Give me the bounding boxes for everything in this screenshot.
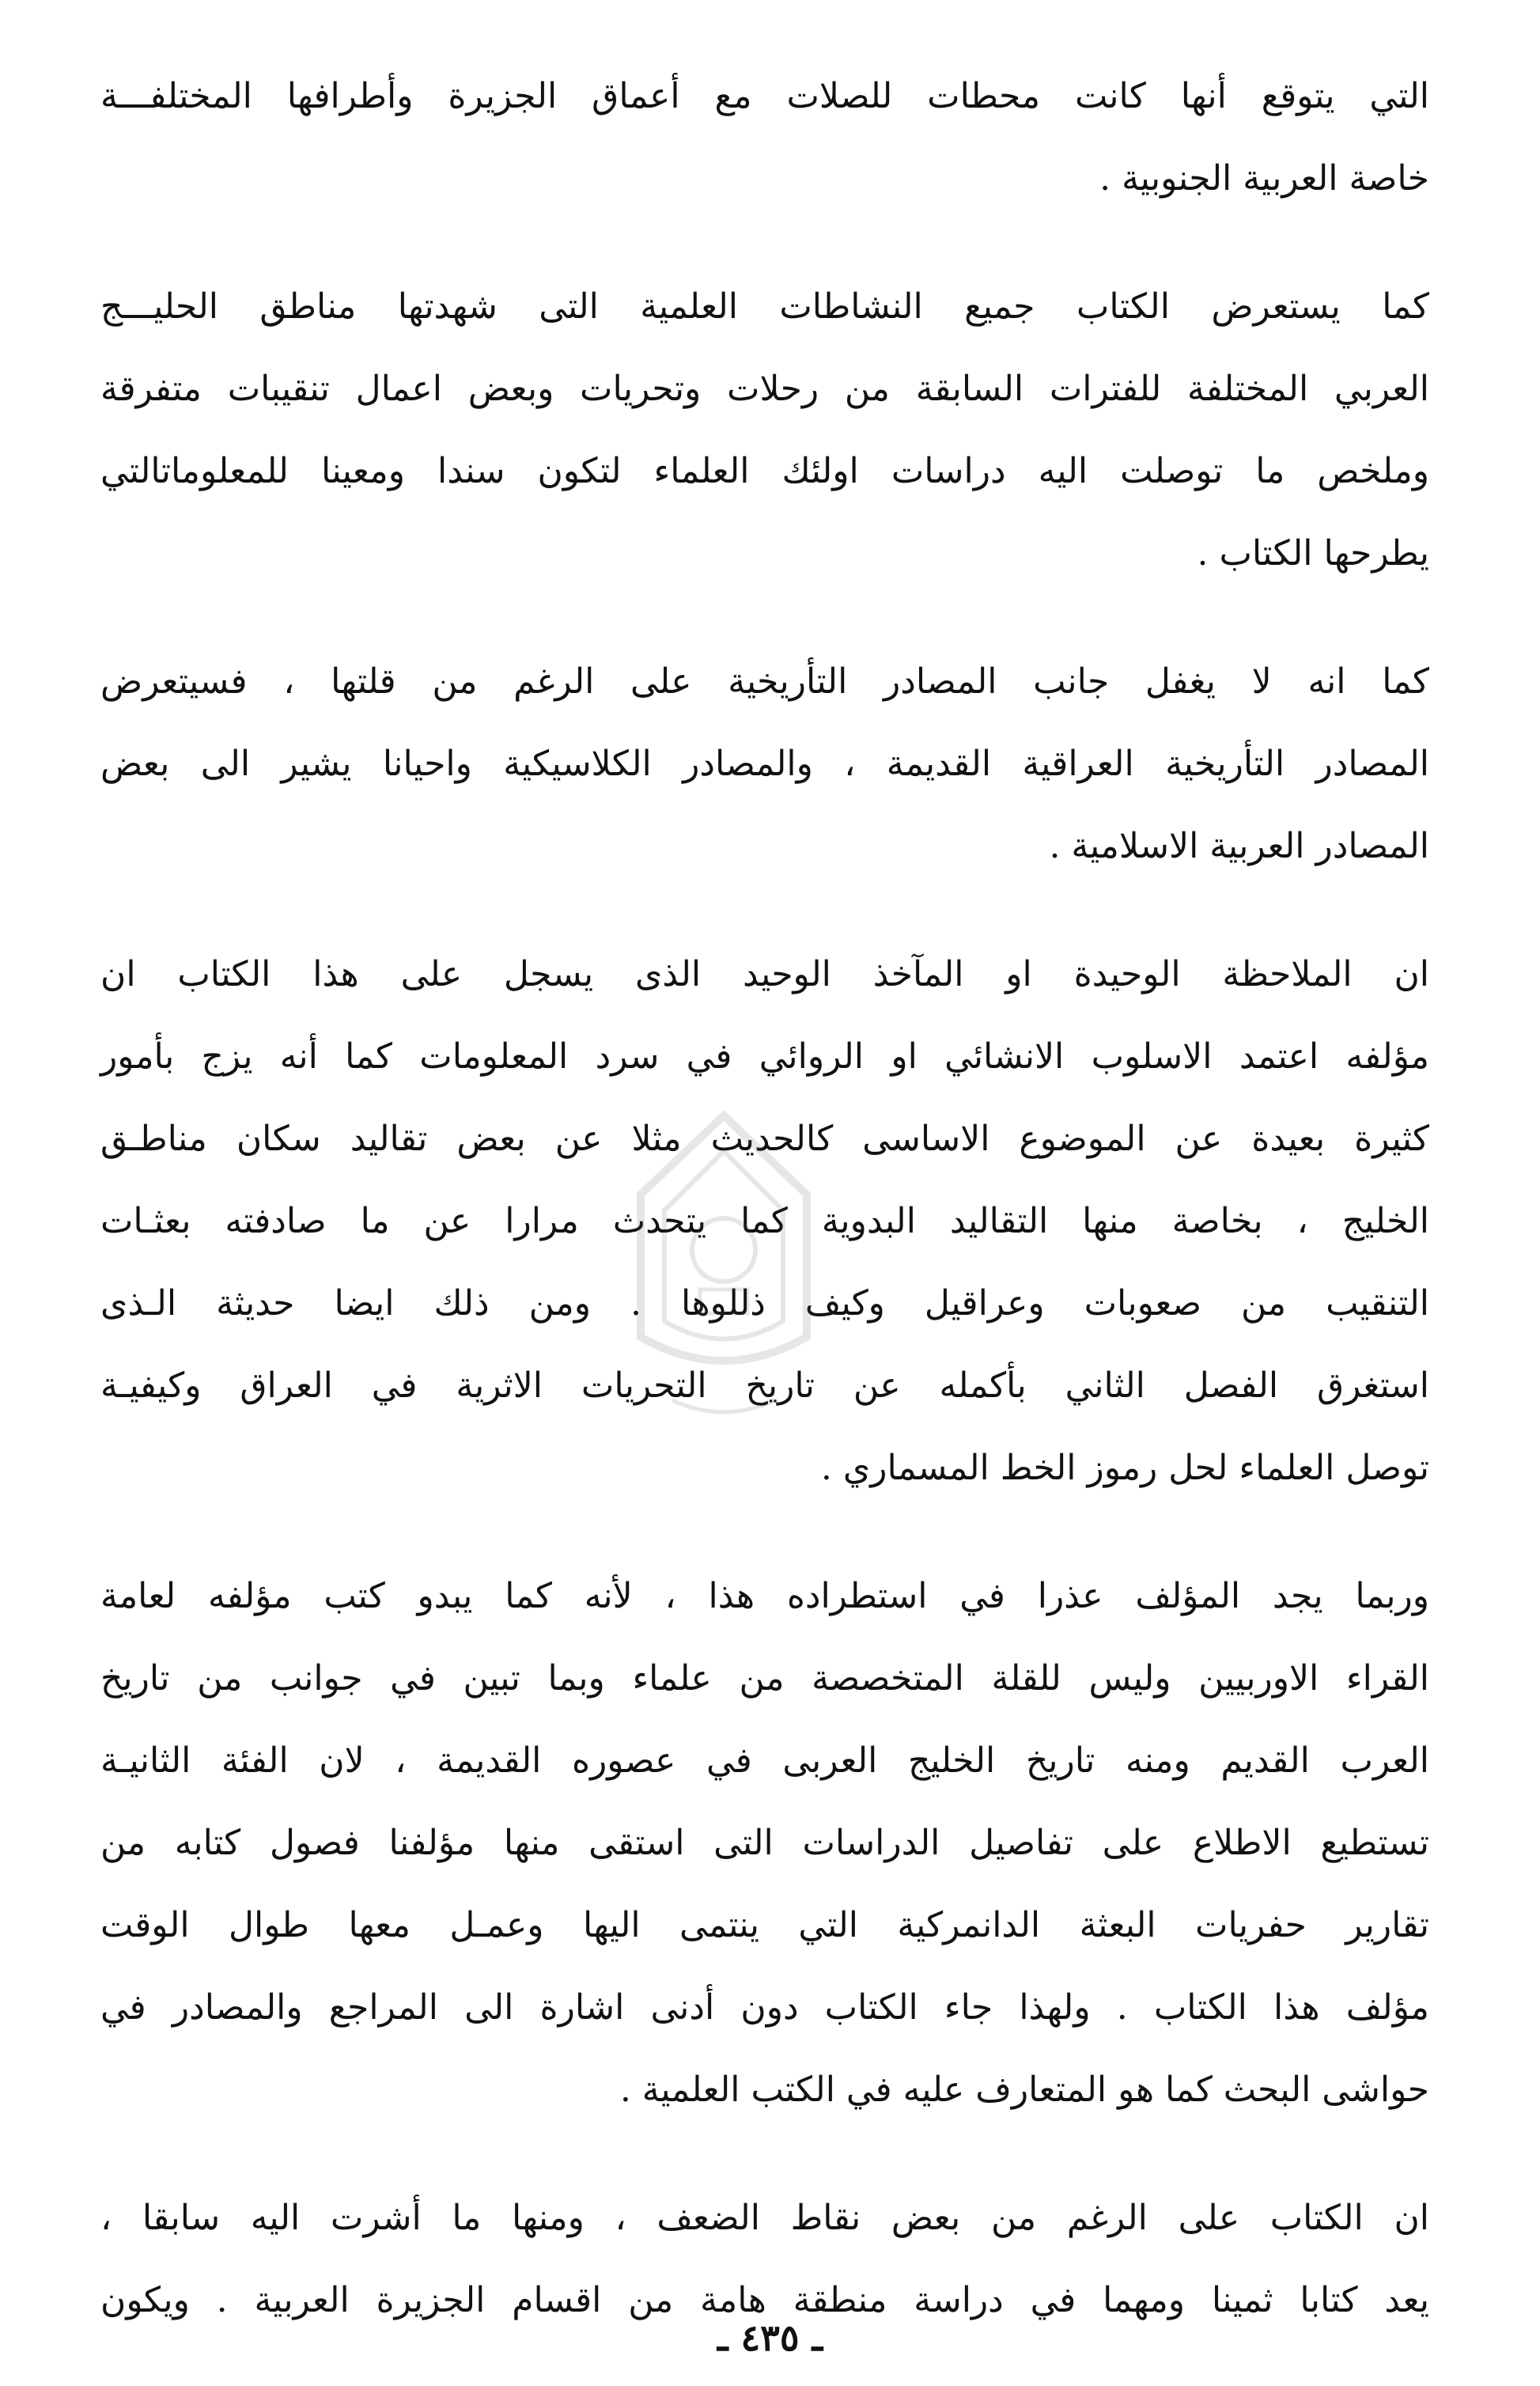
paragraph-4: [100, 934, 1429, 1509]
text-line: كثيرة بعيدة عن الموضوع الاساسى كالحديث مثلا عن بعض تقاليد سكان مناطـق: [100, 1119, 1429, 1159]
text-line: يعد كتابا ثمينا ومهما في دراسة منطقة هامة من اقسام الجزيرة العربية . ويكون: [100, 2280, 1429, 2320]
text-line: العربي المختلفة للفترات السابقة من رحلات وتحريات وبعض اعمال تنقيبات متفرقة: [100, 369, 1429, 409]
document-page: [100, 55, 1429, 2334]
text-line: يطرحها الكتاب .: [1197, 533, 1429, 574]
text-line: ان الكتاب على الرغم من بعض نقاط الضعف ، ومنها ما أشرت اليه سابقا ،: [100, 2198, 1429, 2238]
text-line: توصل العلماء لحل رموز الخط المسماري .: [820, 1448, 1429, 1488]
text-line: التي يتوقع أنها كانت محطات للصلات مع أعماق الجزيرة وأطرافها المختلفـــة: [100, 76, 1429, 116]
text-line: وملخص ما توصلت اليه دراسات اولئك العلماء لتكون سندا ومعينا للمعلوماتالتي: [100, 451, 1429, 491]
page-number: ـ ٤٣٥ ـ: [717, 2316, 823, 2359]
text-line: الخليج ، بخاصة منها التقاليد البدوية كما يتحدث مرارا عن ما صادفته بعثـات: [100, 1201, 1429, 1241]
text-line: خاصة العربية الجنوبية .: [1099, 158, 1429, 199]
text-line: القراء الاوربيين وليس للقلة المتخصصة من علماء وبما تبين في جوانب من تاريخ: [100, 1658, 1429, 1699]
text-line: مؤلف هذا الكتاب . ولهذا جاء الكتاب دون أدنى اشارة الى المراجع والمصادر في: [100, 1987, 1429, 2028]
text-line: المصادر التأريخية العراقية القديمة ، والمصادر الكلاسيكية واحيانا يشير الى بعض: [100, 744, 1429, 784]
text-line: تقارير حفريات البعثة الدانمركية التي ينتمى اليها وعمـل معها طوال الوقت: [100, 1905, 1429, 1945]
text-line: وربما يجد المؤلف عذرا في استطراده هذا ، لأنه كما يبدو كتب مؤلفه لعامة: [100, 1576, 1429, 1616]
text-line: حواشى البحث كما هو المتعارف عليه في الكتب العلمية .: [619, 2070, 1429, 2110]
text-line: ان الملاحظة الوحيدة او المآخذ الوحيد الذى يسجل على هذا الكتاب ان: [100, 954, 1429, 994]
text-line: استغرق الفصل الثاني بأكمله عن تاريخ التحريات الاثرية في العراق وكيفيـة: [100, 1365, 1430, 1406]
text-line: مؤلفه اعتمد الاسلوب الانشائي او الروائي في سرد المعلومات كما أنه يزج بأمور: [100, 1036, 1429, 1077]
text-line: كما يستعرض الكتاب جميع النشاطات العلمية التى شهدتها مناطق الحليـــج: [100, 286, 1429, 327]
paragraph-3: [100, 641, 1429, 888]
text-line: كما انه لا يغفل جانب المصادر التأريخية على الرغم من قلتها ، فسيتعرض: [100, 661, 1429, 702]
text-line: العرب القديم ومنه تاريخ الخليج العربى في عصوره القديمة ، لان الفئة الثانيـة: [100, 1740, 1429, 1781]
paragraph-1: [100, 55, 1429, 220]
text-line: التنقيب من صعوبات وعراقيل وكيف ذللوها . ومن ذلك ايضا حديثة الـذى: [100, 1283, 1429, 1324]
text-line: المصادر العربية الاسلامية .: [1049, 826, 1429, 866]
paragraph-2: [100, 266, 1429, 595]
text-line: تستطيع الاطلاع على تفاصيل الدراسات التى استقى منها مؤلفنا فصول كتابه من: [100, 1823, 1430, 1863]
paragraph-5: [100, 1555, 1429, 2131]
